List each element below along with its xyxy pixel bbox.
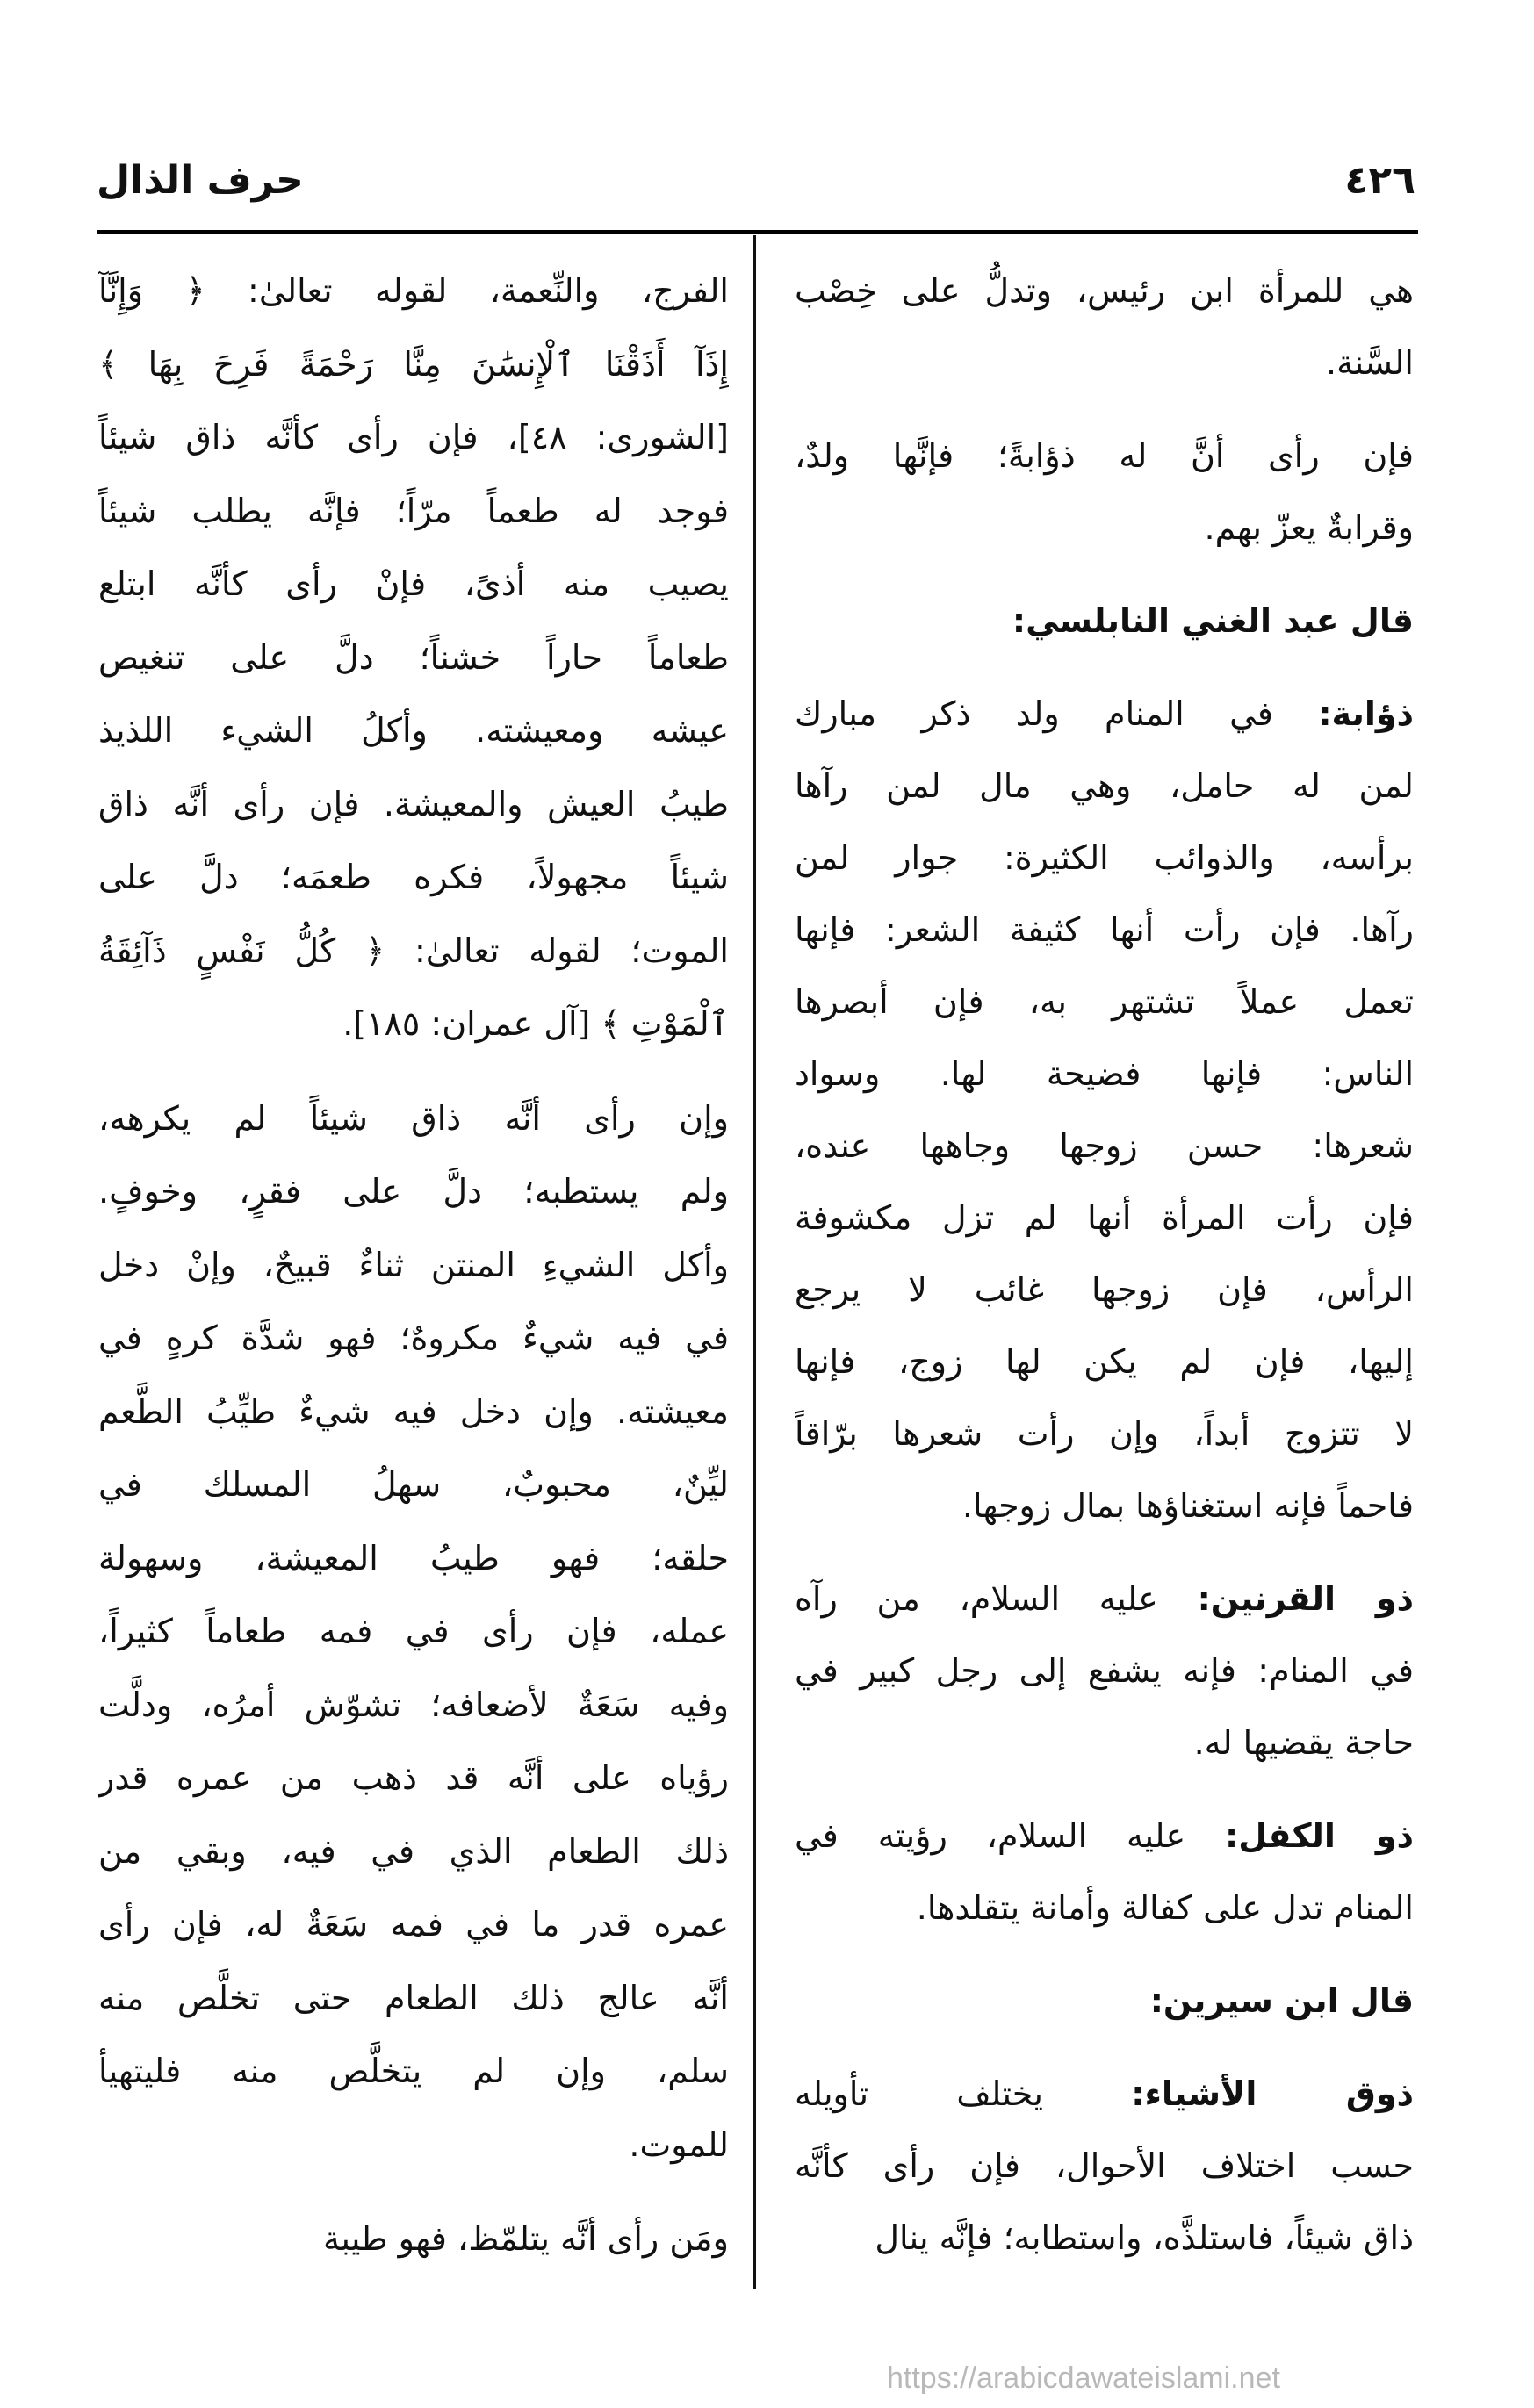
text-line: طعاماً حاراً خشناً؛ دلَّ على تنغيص xyxy=(98,637,729,677)
text-line: ولم يستطبه؛ دلَّ على فقرٍ، وخوفٍ. xyxy=(98,1172,729,1211)
text-line: يصيب منه أذىً، فإنْ رأى كأنَّه ابتلع xyxy=(98,564,729,603)
text-line: ذاق شيئاً، فاستلذَّه، واستطابه؛ فإنَّه ينال xyxy=(875,2218,1414,2257)
section-heading: قال ابن سيرين: xyxy=(1149,1981,1414,2020)
text-line: إليها، فإن لم يكن لها زوج، فإنها xyxy=(795,1342,1414,1381)
entry-term: ذؤابة: xyxy=(1318,694,1414,733)
text-line: الفرج، والنِّعمة، لقوله تعالىٰ: ﴿ وَإِنَّآ xyxy=(98,271,729,310)
text-line: فاحماً فإنه استغناؤها بمال زوجها. xyxy=(961,1486,1414,1525)
text-line: الموت؛ لقوله تعالىٰ: ﴿ كُلُّ نَفْسٍ ذَآئِقَةُ xyxy=(98,931,729,970)
text-line: في فيه شيءٌ مكروهٌ؛ فهو شدَّة كرهٍ في xyxy=(98,1319,729,1357)
text-line: فوجد له طعماً مرّاً؛ فإنَّه يطلب شيئاً xyxy=(98,491,729,530)
text-line: في المنام: فإنه يشفع إلى رجل كبير في xyxy=(795,1651,1414,1690)
left-column xyxy=(98,255,729,2276)
right-column xyxy=(795,255,1414,2274)
text-line: فإن رأى أنَّ له ذؤابةً؛ فإنَّها ولدٌ، xyxy=(795,436,1414,475)
text-line: للموت. xyxy=(629,2124,729,2164)
text-line: شيئاً مجهولاً، فكره طعمَه؛ دلَّ على xyxy=(98,858,729,896)
text-line: عمره قدر ما في فمه سَعَةٌ له، فإن رأى xyxy=(98,1905,729,1944)
text-line: ذو الكفل: عليه السلام، رؤيته في xyxy=(795,1816,1414,1855)
entry-term: ذو الكفل: xyxy=(1225,1816,1414,1855)
paragraph-gap xyxy=(795,657,1414,678)
text-line: المنام تدل على كفالة وأمانة يتقلدها. xyxy=(916,1888,1414,1927)
text-line: رآها. فإن رأت أنها كثيفة الشعر: فإنها xyxy=(795,910,1414,949)
text-line: عيشه ومعيشته. وأكلُ الشيء اللذيذ xyxy=(98,711,729,750)
text-line: حلقه؛ فهو طيبُ المعيشة، وسهولة xyxy=(98,1538,729,1578)
text-line: الناس: فإنها فضيحة لها. وسواد xyxy=(795,1054,1414,1093)
text-line: شعرها: حسن زوجها وجاهها عنده، xyxy=(795,1126,1414,1165)
page-number: ٤٢٦ xyxy=(1344,158,1415,203)
text-line: [الشورى: ٤٨]، فإن رأى كأنَّه ذاق شيئاً xyxy=(98,418,729,456)
text-line: وفيه سَعَةٌ لأضعافه؛ تشوّش أمرُه، ودلَّت xyxy=(98,1685,729,1724)
text-line: ذؤابة: في المنام ولد ذكر مبارك xyxy=(795,694,1414,733)
text-line: عمله، فإن رأى في فمه طعاماً كثيراً، xyxy=(98,1612,729,1650)
text-line: ٱلْمَوْتِ ﴾ [آل عمران: ١٨٥]. xyxy=(342,1004,729,1043)
text-line: ذو القرنين: عليه السلام، من رآه xyxy=(795,1579,1414,1618)
text-line: تعمل عملاً تشتهر به، فإن أبصرها xyxy=(795,982,1414,1021)
entry-term: ذو القرنين: xyxy=(1197,1579,1414,1618)
text-line: ذلك الطعام الذي في فيه، وبقي من xyxy=(98,1831,729,1871)
text-line: طيبُ العيش والمعيشة. فإن رأى أنَّه ذاق xyxy=(98,784,729,823)
text-line: وأكل الشيءِ المنتن ثناءٌ قبيحٌ، وإنْ دخل xyxy=(98,1245,729,1284)
text-line: هي للمرأة ابن رئيس، وتدلُّ على خِصْب xyxy=(795,271,1414,310)
watermark: https://arabicdawateislami.net xyxy=(887,2361,1280,2395)
text-line: السَّنة. xyxy=(1326,343,1414,382)
text-line: معيشته. وإن دخل فيه شيءٌ طيِّبُ الطَّعم xyxy=(98,1391,729,1431)
paragraph-gap xyxy=(795,1944,1414,1965)
text-line: برأسه، والذوائب الكثيرة: جوار لمن xyxy=(795,838,1414,877)
text-line: رؤياه على أنَّه قد ذهب من عمره قدر xyxy=(98,1758,729,1797)
text-line: سلم، وإن لم يتخلَّص منه فليتهيأ xyxy=(98,2052,729,2090)
header-rule xyxy=(97,230,1418,234)
entry-term: ذوق الأشياء: xyxy=(1131,2074,1414,2113)
text-line: وقرابةٌ يعزّ بهم. xyxy=(1204,508,1414,547)
text-line: ذوق الأشياء: يختلف تأويله xyxy=(795,2074,1414,2113)
paragraph-gap xyxy=(795,1542,1414,1563)
text-line: الرأس، فإن زوجها غائب لا يرجع xyxy=(795,1270,1414,1309)
text-line: فإن رأت المرأة أنها لم تزل مكشوفة xyxy=(795,1198,1414,1237)
paragraph-gap xyxy=(98,1061,729,1082)
text-line: حسب اختلاف الأحوال، فإن رأى كأنَّه xyxy=(795,2146,1414,2185)
text-line: ليِّنٌ، محبوبٌ، سهلُ المسلك في xyxy=(98,1465,729,1504)
text-line: لمن له حامل، وهي مال لمن رآها xyxy=(795,766,1414,805)
text-line: ومَن رأى أنَّه يتلمّظ، فهو طيبة xyxy=(323,2219,729,2258)
paragraph-gap xyxy=(795,564,1414,585)
chapter-title: حرف الذال xyxy=(97,158,304,203)
text-line: حاجة يقضيها له. xyxy=(1193,1723,1414,1762)
paragraph-gap xyxy=(795,2037,1414,2058)
text-line: إِذَآ أَذَقْنَا ٱلْإِنسَٰنَ مِنَّا رَحْمَةً فَرِحَ بِهَا ﴾ xyxy=(98,344,729,384)
paragraph-gap xyxy=(795,399,1414,420)
text-line: لا تتزوج أبداً، وإن رأت شعرها برّاقاً xyxy=(795,1414,1414,1453)
text-line: أنَّه عالج ذلك الطعام حتى تخلَّص منه xyxy=(98,1978,729,2017)
text-line: وإن رأى أنَّه ذاق شيئاً لم يكرهه، xyxy=(98,1098,729,1138)
paragraph-gap xyxy=(98,2182,729,2203)
paragraph-gap xyxy=(795,1779,1414,1800)
column-divider xyxy=(753,235,756,2289)
section-heading: قال عبد الغني النابلسي: xyxy=(1012,601,1414,640)
